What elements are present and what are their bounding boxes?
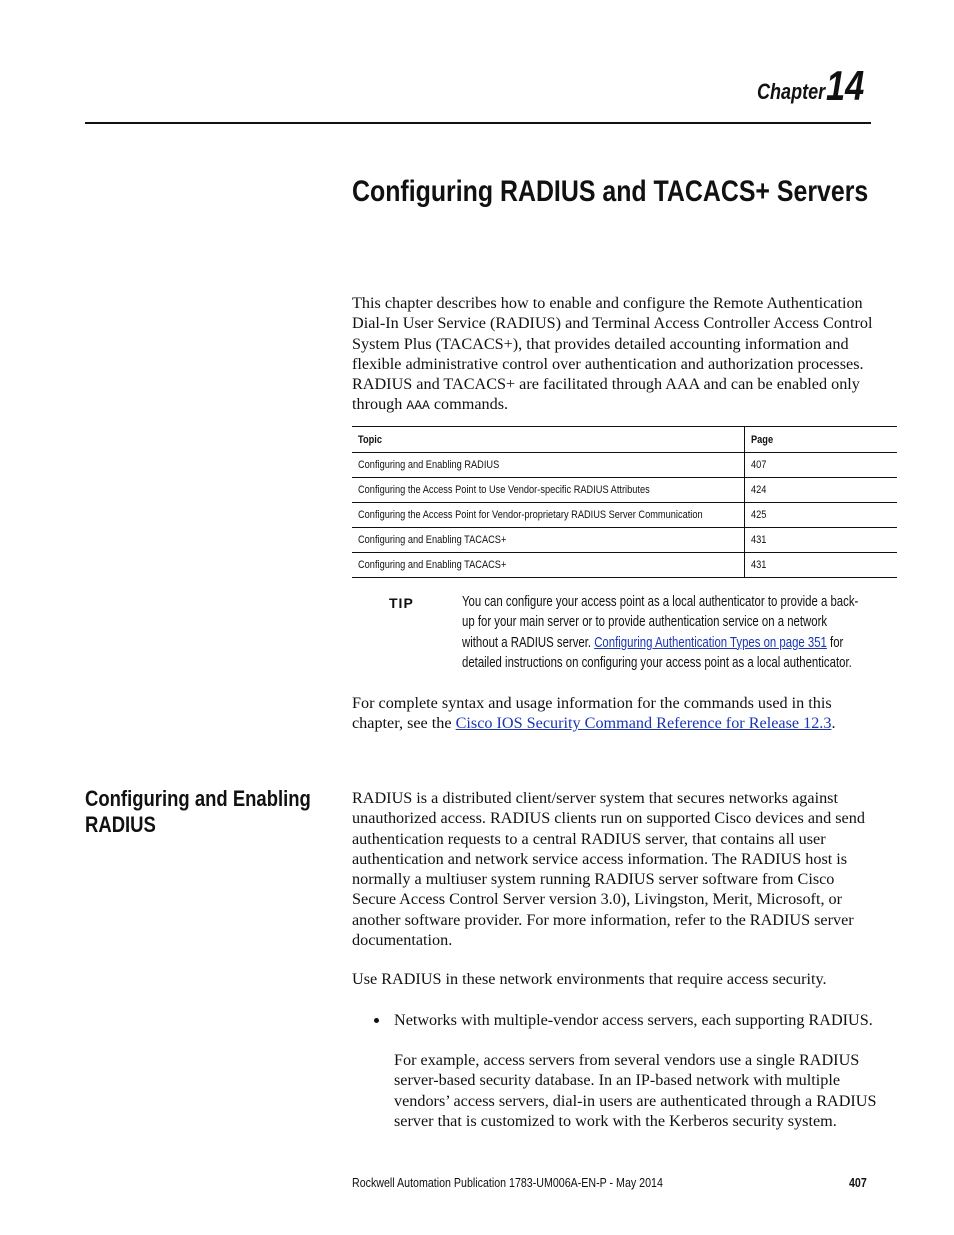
chapter-label: Chapter	[757, 79, 826, 104]
text-line: unauthorized access. RADIUS clients run on supported Cisco devices and send	[352, 809, 865, 828]
text-line: flexible administrative control over authentication and authorization processes.	[352, 354, 864, 373]
text-line: This chapter describes how to enable and configure the Remote Authentication	[352, 294, 863, 312]
bullet-item	[394, 1010, 873, 1030]
text-line: RADIUS is a distributed client/server system that secures networks against	[352, 789, 838, 807]
radius-description-paragraph	[352, 788, 865, 950]
topic-cell: Configuring and Enabling TACACS+	[352, 528, 745, 553]
topic-table	[352, 426, 897, 578]
text-line: System Plus (TACACS+), that provides detailed accounting information and	[352, 334, 849, 353]
code-aaa: AAA	[406, 398, 430, 414]
page-cell: 424	[745, 478, 898, 503]
use-radius-paragraph	[352, 969, 827, 989]
text-line: Dial-In User Service (RADIUS) and Terminal Access Controller Access Control	[352, 314, 873, 333]
syntax-paragraph	[352, 693, 835, 734]
table-header-row	[352, 427, 897, 453]
text-line: server-based security database. In an IP-based network with multiple	[394, 1071, 841, 1090]
page-cell: 431	[745, 553, 898, 578]
command-reference-link[interactable]: Cisco IOS Security Command Reference for Release 12.3	[455, 714, 832, 733]
text-segment: without a RADIUS server.	[462, 634, 595, 651]
bullet-icon	[374, 1018, 379, 1023]
chapter-divider	[85, 122, 871, 124]
footer-publication: Rockwell Automation Publication 1783-UM006A-EN-P - May 2014	[352, 1175, 663, 1190]
table-row	[352, 503, 897, 528]
text-line: Secure Access Control Server version 3.0), Livingston, Merit, Microsoft, or	[352, 890, 843, 909]
text-line: Networks with multiple-vendor access servers, each supporting RADIUS.	[394, 1011, 873, 1029]
text-line: another software provider. For more information, refer to the RADIUS server	[352, 910, 854, 929]
text-line: RADIUS and TACACS+ are facilitated through AAA and can be enabled only	[352, 375, 860, 394]
page-cell: 431	[745, 528, 898, 553]
topic-cell: Configuring the Access Point for Vendor-proprietary RADIUS Server Communication	[352, 503, 745, 528]
section-heading	[85, 786, 354, 838]
text-line: Use RADIUS in these network environments that require access security.	[352, 970, 827, 988]
intro-paragraph	[352, 293, 874, 417]
text-segment: commands.	[429, 395, 509, 414]
text-line: normally a multiuser system running RADIUS server software from Cisco	[352, 870, 835, 889]
text-line	[462, 633, 858, 653]
text-segment: .	[831, 714, 836, 733]
text-line: For complete syntax and usage information for the commands used in this	[352, 694, 832, 712]
example-paragraph	[394, 1050, 876, 1131]
topic-cell: Configuring and Enabling RADIUS	[352, 453, 745, 478]
text-line: up for your main server or to provide authentication service on a network	[462, 614, 828, 631]
footer-page-number: 407	[849, 1175, 867, 1190]
topic-cell: Configuring and Enabling TACACS+	[352, 553, 745, 578]
tip-label: TIP	[389, 595, 414, 611]
text-line	[352, 713, 835, 733]
text-line: vendors’ access servers, dial-in users are authenticated through a RADIUS	[394, 1091, 877, 1110]
page-cell: 407	[745, 453, 898, 478]
text-line: authentication requests to a central RADIUS server, that contains all user	[352, 829, 826, 848]
topic-cell: Configuring the Access Point to Use Vendor-specific RADIUS Attributes	[352, 478, 745, 503]
text-line: For example, access servers from several vendors use a single RADIUS	[394, 1051, 860, 1069]
column-header-page: Page	[745, 427, 898, 453]
table-row	[352, 478, 897, 503]
column-header-topic: Topic	[352, 427, 745, 453]
text-line	[352, 394, 874, 416]
heading-line: Configuring and Enabling	[85, 786, 311, 811]
page-cell: 425	[745, 503, 898, 528]
tip-text	[462, 592, 954, 673]
text-segment: for	[826, 634, 844, 651]
chapter-number: 14	[826, 62, 865, 109]
page-title: Configuring RADIUS and TACACS+ Servers	[352, 175, 869, 208]
text-line: authentication and network service access information. The RADIUS host is	[352, 849, 848, 868]
text-line: You can configure your access point as a local authenticator to provide a back-	[462, 594, 859, 610]
text-line: server that is customized to work with the Kerberos security system.	[394, 1111, 837, 1130]
table-row	[352, 553, 897, 578]
text-line: documentation.	[352, 931, 453, 950]
authentication-types-link[interactable]: Configuring Authentication Types on page 351	[594, 634, 827, 651]
text-line: detailed instructions on configuring your access point as a local authenticator.	[462, 654, 852, 671]
table-row	[352, 453, 897, 478]
heading-line: RADIUS	[85, 812, 156, 837]
text-segment: chapter, see the	[352, 714, 456, 733]
table-row	[352, 528, 897, 553]
text-segment: through	[352, 395, 407, 414]
